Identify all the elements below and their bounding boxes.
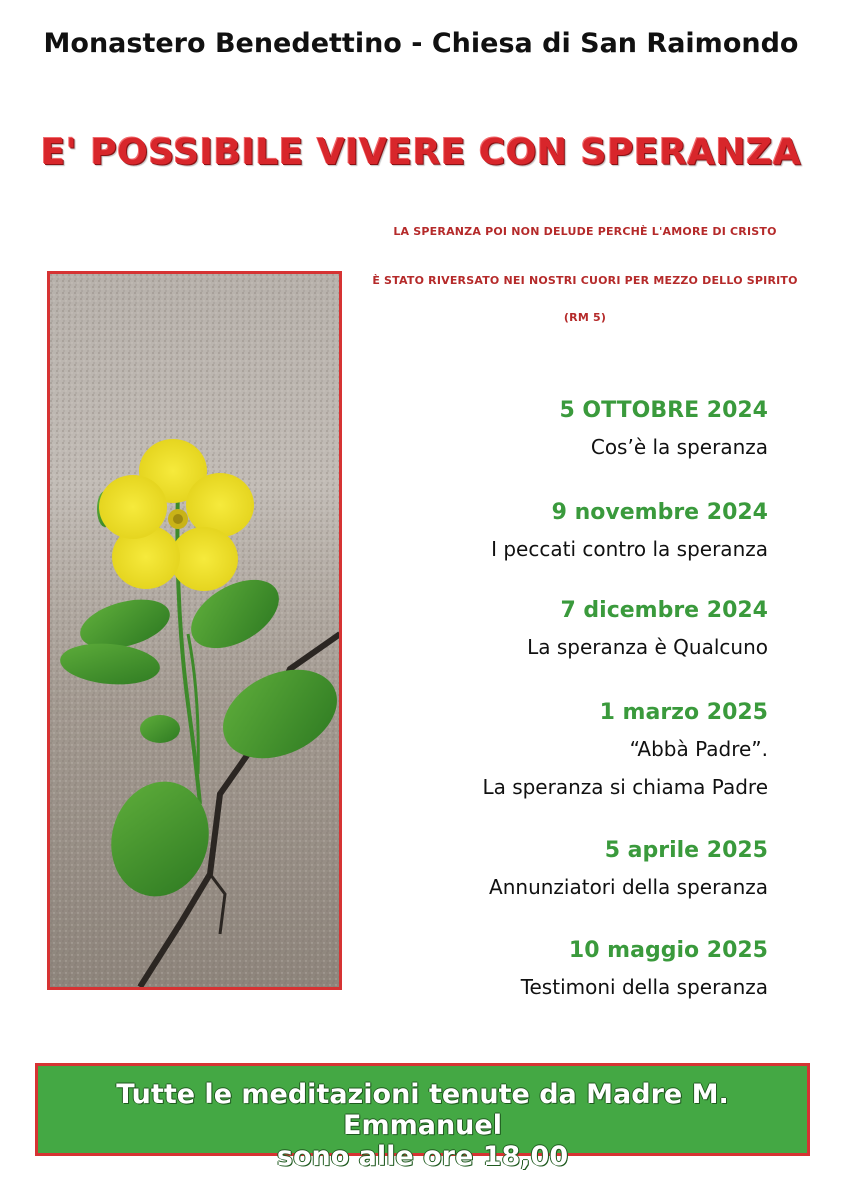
- event-topic: Annunziatori della speranza: [489, 875, 768, 899]
- footer-line-2: sono alle ore 18,00: [276, 1141, 569, 1172]
- poster-title: E' POSSIBILE VIVERE CON SPERANZA: [40, 132, 802, 173]
- event-item-1: [348, 398, 768, 459]
- event-item-3: [348, 598, 768, 659]
- footer-banner: [35, 1063, 810, 1172]
- quote-line-2: È STATO RIVERSATO NEI NOSTRI CUORI PER MEZZO DELLO SPIRITO: [372, 274, 798, 287]
- footer-line-1: Tutte le meditazioni tenute da Madre M. Emmanuel: [116, 1079, 729, 1141]
- event-topic: I peccati contro la speranza: [491, 537, 768, 561]
- event-date: 5 aprile 2025: [604, 838, 768, 863]
- event-item-4: [348, 700, 768, 799]
- event-topic: Testimoni della speranza: [520, 975, 768, 999]
- event-item-6: [348, 938, 768, 999]
- header-title: Monastero Benedettino - Chiesa di San Raimondo: [43, 28, 799, 59]
- event-date: 1 marzo 2025: [599, 700, 768, 725]
- quote-reference: (RM 5): [563, 311, 607, 324]
- flower-illustration: [50, 274, 339, 987]
- event-topic-line-2: La speranza si chiama Padre: [482, 775, 768, 799]
- event-date: 9 novembre 2024: [551, 500, 768, 525]
- event-topic: La speranza è Qualcuno: [527, 635, 768, 659]
- event-date: 7 dicembre 2024: [560, 598, 768, 623]
- event-date: 5 OTTOBRE 2024: [559, 398, 768, 423]
- event-item-2: [348, 500, 768, 561]
- quote-line-1: LA SPERANZA POI NON DELUDE PERCHÈ L'AMORE DI CRISTO: [393, 225, 777, 238]
- event-item-5: [348, 838, 768, 899]
- event-topic: “Abbà Padre”.: [629, 737, 768, 761]
- event-topic: Cos’è la speranza: [590, 435, 768, 459]
- flower-photo: [47, 271, 342, 990]
- event-date: 10 maggio 2025: [568, 938, 768, 963]
